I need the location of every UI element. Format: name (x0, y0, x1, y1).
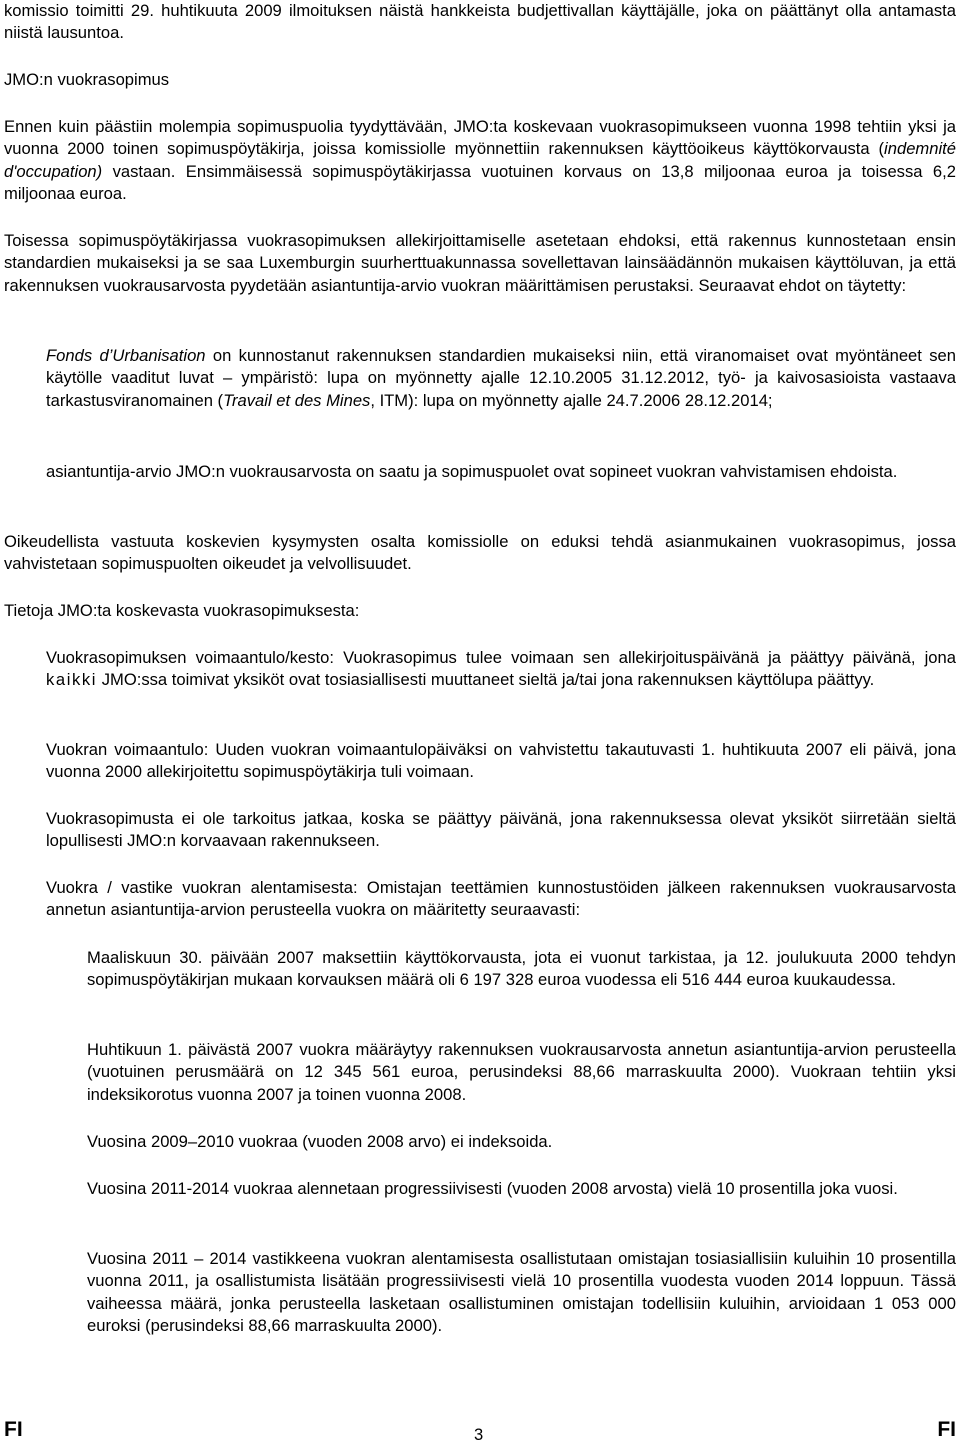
intro-paragraph: komissio toimitti 29. huhtikuuta 2009 ilmoituksen näistä hankkeista budjettivallan käyttäjälle, joka on päättänyt olla antamasta niistä lausuntoa. (4, 1, 956, 43)
cond1-text-2: , ITM): lupa on myönnetty ajalle 24.7.2006 28.12.2014; (370, 390, 773, 410)
info-rent-reduction: Vuokra / vastike vuokran alentamisesta: Omistajan teettämien kunnostustöiden jälkeen rakennuksen vuokrausarvosta annetun asiantuntija-arvion perusteella vuokra on määritetty seuraavasti: (46, 878, 956, 920)
cond1-italic-1: Fonds d’Urbanisation (46, 346, 206, 365)
info1-spaced: kaikki (46, 670, 98, 690)
info-no-extension: Vuokrasopimusta ei ole tarkoitus jatkaa, koska se päättyy päivänä, jona rakennuksessa olevat yksiköt siirretään sieltä lopullisesti JMO:n korvaavaan rakennukseen. (46, 809, 956, 851)
footer-language-right: FI (937, 1418, 956, 1441)
cond1-text-1: on kunnostanut rakennuksen standardien mukaiseksi niin, että viranomaiset ovat myöntäneet sen käytölle vaaditut luvat – ympäristö: lupa on myönnetty ajalle 12.10.2005 31.12.2012, työ- ja kaivosasioista vastaava tarkastusviranomainen ( (46, 346, 956, 410)
paragraph-conditions-intro: Toisessa sopimuspöytäkirjassa vuokrasopimuksen allekirjoittamiselle asetetaan ehdoksi, että rakennus kunnostetaan ensin standardien mukaiseksi ja se saa Luxemburgin suurherttuakunnassa sovellettavan lainsäädännön mukaisen käyttöluvan, ja että rakennuksen vuokrausarvosta pyydetään asiantuntija-arvio vuokran määrittämisen perustaksi. Seuraavat ehdot on täytetty: (4, 231, 956, 295)
p1-text-1: Ennen kuin päästiin molempia sopimuspuolia tyydyttävään, JMO:ta koskevaan vuokrasopimukseen vuonna 1998 tehtiin yksi ja vuonna 2000 toinen sopimuspöytäkirja, joissa komissiolle myönnettiin rakennuksen käyttöoikeus käyttökorvausta ( (4, 117, 956, 159)
condition-valuation: asiantuntija-arvio JMO:n vuokrausarvosta on saatu ja sopimuspuolet ovat sopineet vuokran vahvistamisen ehdoista. (46, 462, 898, 481)
condition-renovation (46, 345, 956, 412)
p1-text-2: vastaan. Ensimmäisessä sopimuspöytäkirjassa vuotuinen korvaus on 13,8 miljoonaa euroa ja toisessa 6,2 miljoonaa euroa. (4, 161, 956, 203)
info-duration (46, 647, 956, 692)
p1-italic: indemnité d'occupation) (4, 139, 956, 181)
rent-item-from-2007: Huhtikuun 1. päivästä 2007 vuokra määräytyy rakennuksen vuokrausarvosta annetun asiantuntija-arvion perusteella (vuotuinen perusmäärä on 12 345 561 euroa, perusindeksi 88,66 marraskuulta 2000). Vuokraan tehtiin yksi indeksikorotus vuonna 2007 ja toinen vuonna 2008. (87, 1040, 956, 1104)
rent-item-2009-2010: Vuosina 2009–2010 vuokraa (vuoden 2008 arvo) ei indeksoida. (87, 1132, 553, 1151)
footer-language-left: FI (4, 1418, 23, 1441)
paragraph-lease-history (4, 116, 956, 205)
rent-item-2011-2014-reduction: Vuosina 2011-2014 vuokraa alennetaan progressiivisesti (vuoden 2008 arvosta) vielä 10 prosentilla joka vuosi. (87, 1179, 898, 1198)
info-title: Tietoja JMO:ta koskevasta vuokrasopimuksesta: (4, 601, 360, 620)
rent-item-2011-2014-compensation: Vuosina 2011 – 2014 vastikkeena vuokran alentamisesta osallistutaan omistajan tosiasiallisiin kuluihin 10 prosentilla vuonna 2011, ja osallistumista lisätään progressiivisesti vielä 10 prosentilla vuodesta vuoden 2014 loppuun. Tässä vaiheessa määrä, jonka perusteella lasketaan osallistuminen omistajan todellisiin kuluihin, arvioidaan 1 053 000 euroksi (perusindeksi 88,66 marraskuulta 2000). (87, 1249, 956, 1335)
section-title: JMO:n vuokrasopimus (4, 70, 170, 89)
info1-text-1: Vuokrasopimuksen voimaantulo/kesto: Vuokrasopimus tulee voimaan sen allekirjoituspäivänä ja päättyy päivänä, jona (46, 648, 956, 667)
paragraph-legal-responsibility: Oikeudellista vastuuta koskevien kysymysten osalta komissiolle on eduksi tehdä asianmukainen vuokrasopimus, jossa vahvistetaan sopimuspuolten oikeudet ja velvollisuudet. (4, 532, 956, 574)
info1-text-2: JMO:ssa toimivat yksiköt ovat tosiasiallisesti muuttaneet sieltä ja/tai jona rakennuksen käyttölupa päättyy. (97, 670, 875, 690)
cond1-italic-2: Travail et des Mines (223, 390, 371, 410)
page-footer (4, 1418, 956, 1444)
rent-item-until-2007: Maaliskuun 30. päivään 2007 maksettiin käyttökorvausta, jota ei vuonut tarkistaa, ja 12. joulukuuta 2000 tehdyn sopimuspöytäkirjan mukaan korvauksen määrä oli 6 197 328 euroa vuodessa eli 516 444 euroa kuukaudessa. (87, 948, 956, 990)
footer-page-number: 3 (474, 1425, 484, 1444)
info-rent-start: Vuokran voimaantulo: Uuden vuokran voimaantulopäiväksi on vahvistettu takautuvasti 1. huhtikuuta 2007 eli päivä, jona vuonna 2000 allekirjoitettu sopimuspöytäkirja tuli voimaan. (46, 740, 956, 782)
